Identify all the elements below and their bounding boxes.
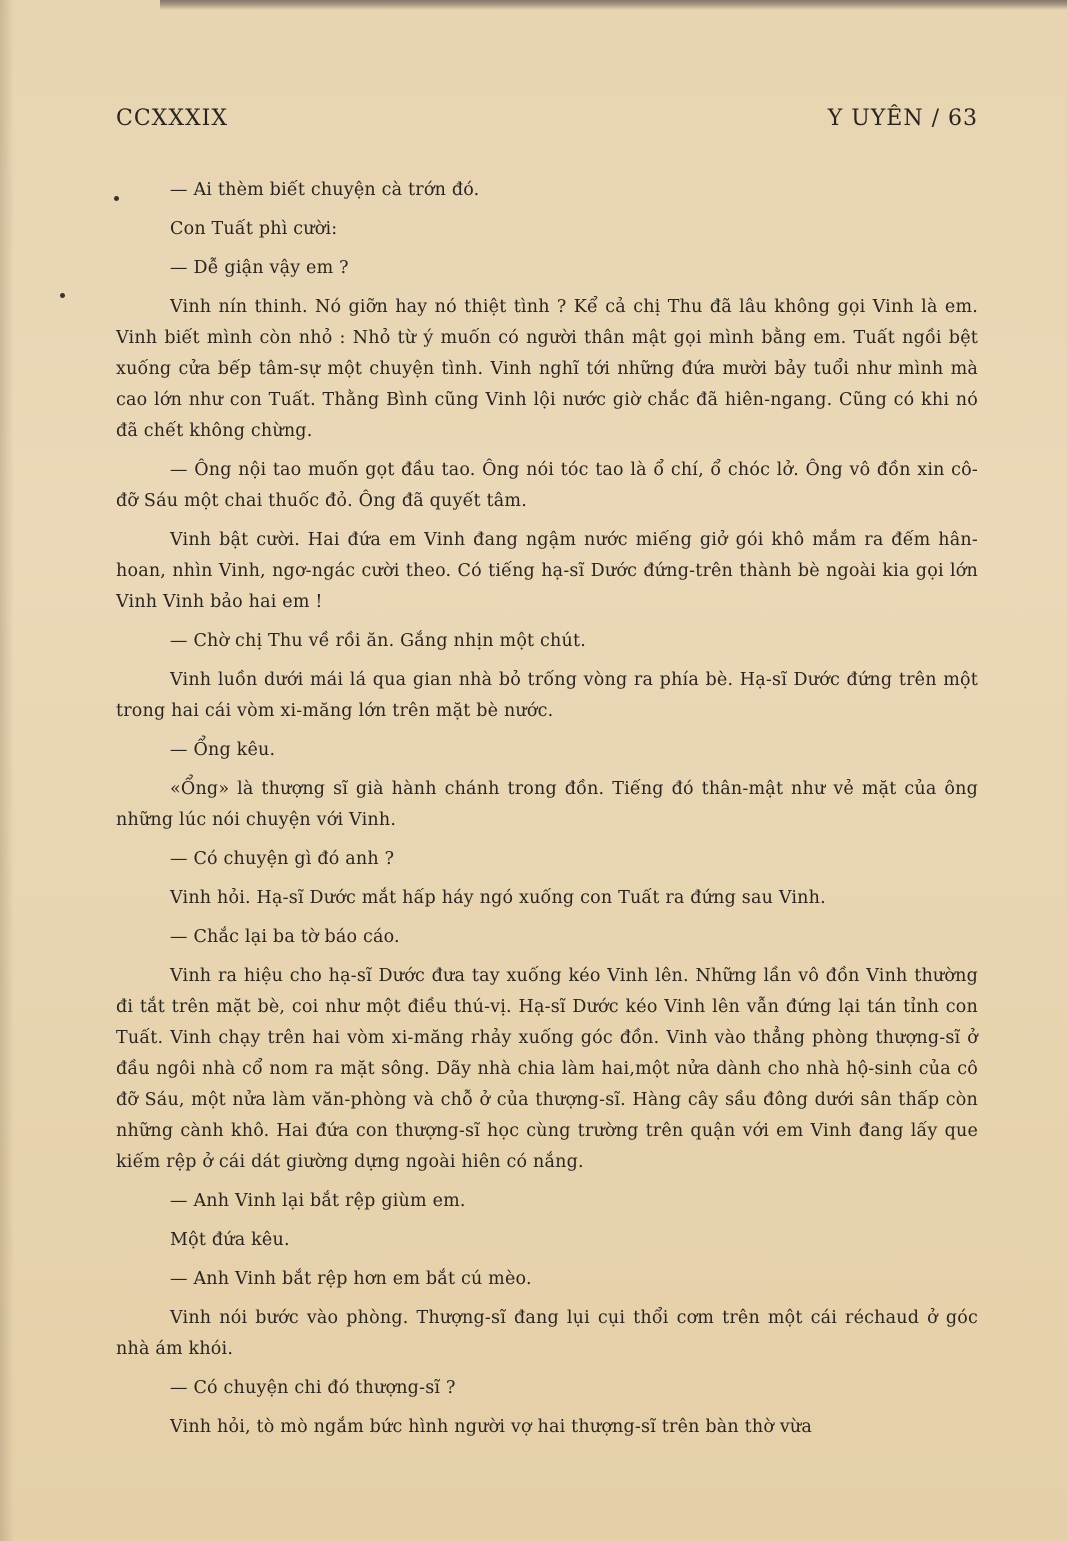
paragraph: — Ổng kêu. (170, 740, 276, 760)
paragraph: «Ổng» là thượng sĩ già hành chánh trong đồn. Tiếng đó thân-mật như vẻ mặt của ông những lúc nói chuyện với Vinh. (116, 779, 978, 830)
paragraph: Một đứa kêu. (170, 1230, 290, 1250)
paragraph: — Ai thèm biết chuyện cà trớn đó. (170, 180, 480, 200)
page-left-shadow (0, 0, 14, 1541)
paragraph: — Anh Vinh lại bắt rệp giùm em. (170, 1191, 466, 1211)
paragraph: — Chắc lại ba tờ báo cáo. (170, 927, 400, 947)
chapter-number: CCXXXIX (116, 106, 229, 131)
paragraph: Vinh hỏi, tò mò ngắm bức hình người vợ hai thượng-sĩ trên bàn thờ vừa (170, 1417, 813, 1437)
book-title-page-number: Y UYÊN / 63 (827, 106, 978, 131)
paragraph: Vinh hỏi. Hạ-sĩ Dước mắt hấp háy ngó xuống con Tuất ra đứng sau Vinh. (170, 888, 826, 908)
paragraph: Vinh nói bước vào phòng. Thượng-sĩ đang lụi cụi thổi cơm trên một cái réchaud ở góc nhà ám khói. (116, 1308, 978, 1359)
page-top-edge (160, 0, 1067, 10)
paragraph: — Có chuyện chi đó thượng-sĩ ? (170, 1378, 456, 1398)
paragraph: Con Tuất phì cười: (170, 219, 338, 239)
running-header (116, 106, 978, 146)
paragraph: — Dễ giận vậy em ? (170, 258, 349, 278)
paragraph: — Có chuyện gì đó anh ? (170, 849, 395, 869)
paragraph: Vinh luồn dưới mái lá qua gian nhà bỏ trống vòng ra phía bè. Hạ-sĩ Dước đứng trên một trong hai cái vòm xi-măng lớn trên mặt bè nước. (116, 670, 978, 721)
paragraph: Vinh nín thinh. Nó giỡn hay nó thiệt tình ? Kể cả chị Thu đã lâu không gọi Vinh là em. Vinh biết mình còn nhỏ : Nhỏ từ ý muốn có người thân mật gọi mình bằng em. Tuất ngồi bệt xuống cửa bếp tâm-sự một chuyện tình. Vinh nghĩ tới những đứa mười bảy tuổi như mình mà cao lớn như con Tuất. Thằng Bình cũng Vinh lội nước giờ chắc đã hiên-ngang. Cũng có khi nó đã chết không chừng. (116, 297, 978, 441)
page-body (116, 175, 978, 1451)
paragraph: — Anh Vinh bắt rệp hơn em bắt cú mèo. (170, 1269, 532, 1289)
ink-dot (60, 293, 65, 298)
paragraph: Vinh ra hiệu cho hạ-sĩ Dước đưa tay xuống kéo Vinh lên. Những lần vô đồn Vinh thường đi tắt trên mặt bè, coi như một điều thú-vị. Hạ-sĩ Dước kéo Vinh lên vẫn đứng lại tán tỉnh con Tuất. Vinh chạy trên hai vòm xi-măng rhảy xuống góc đồn. Vinh vào thẳng phòng thượng-sĩ ở đầu ngôi nhà cổ nom ra mặt sông. Dãy nhà chia làm hai,một nửa dành cho nhà hộ-sinh của cô đỡ Sáu, một nửa làm văn-phòng và chỗ ở của thượng-sĩ. Hàng cây sầu đông dưới sân thấp còn những cành khô. Hai đứa con thượng-sĩ học cùng trường trên quận với em Vinh đang lấy que kiếm rệp ở cái dát giường dựng ngoài hiên có nắng. (116, 966, 978, 1172)
paragraph: — Ông nội tao muốn gọt đầu tao. Ông nói tóc tao là ổ chí, ổ chóc lở. Ông vô đồn xin cô-đỡ Sáu một chai thuốc đỏ. Ông đã quyết tâm. (116, 460, 978, 511)
paragraph: — Chờ chị Thu về rồi ăn. Gắng nhịn một chút. (170, 631, 586, 651)
paragraph: Vinh bật cười. Hai đứa em Vinh đang ngậm nước miếng giở gói khô mắm ra đếm hân-hoan, nhìn Vinh, ngơ-ngác cười theo. Có tiếng hạ-sĩ Dước đứng-trên thành bè ngoài kia gọi lớn Vinh Vinh bảo hai em ! (116, 530, 978, 612)
